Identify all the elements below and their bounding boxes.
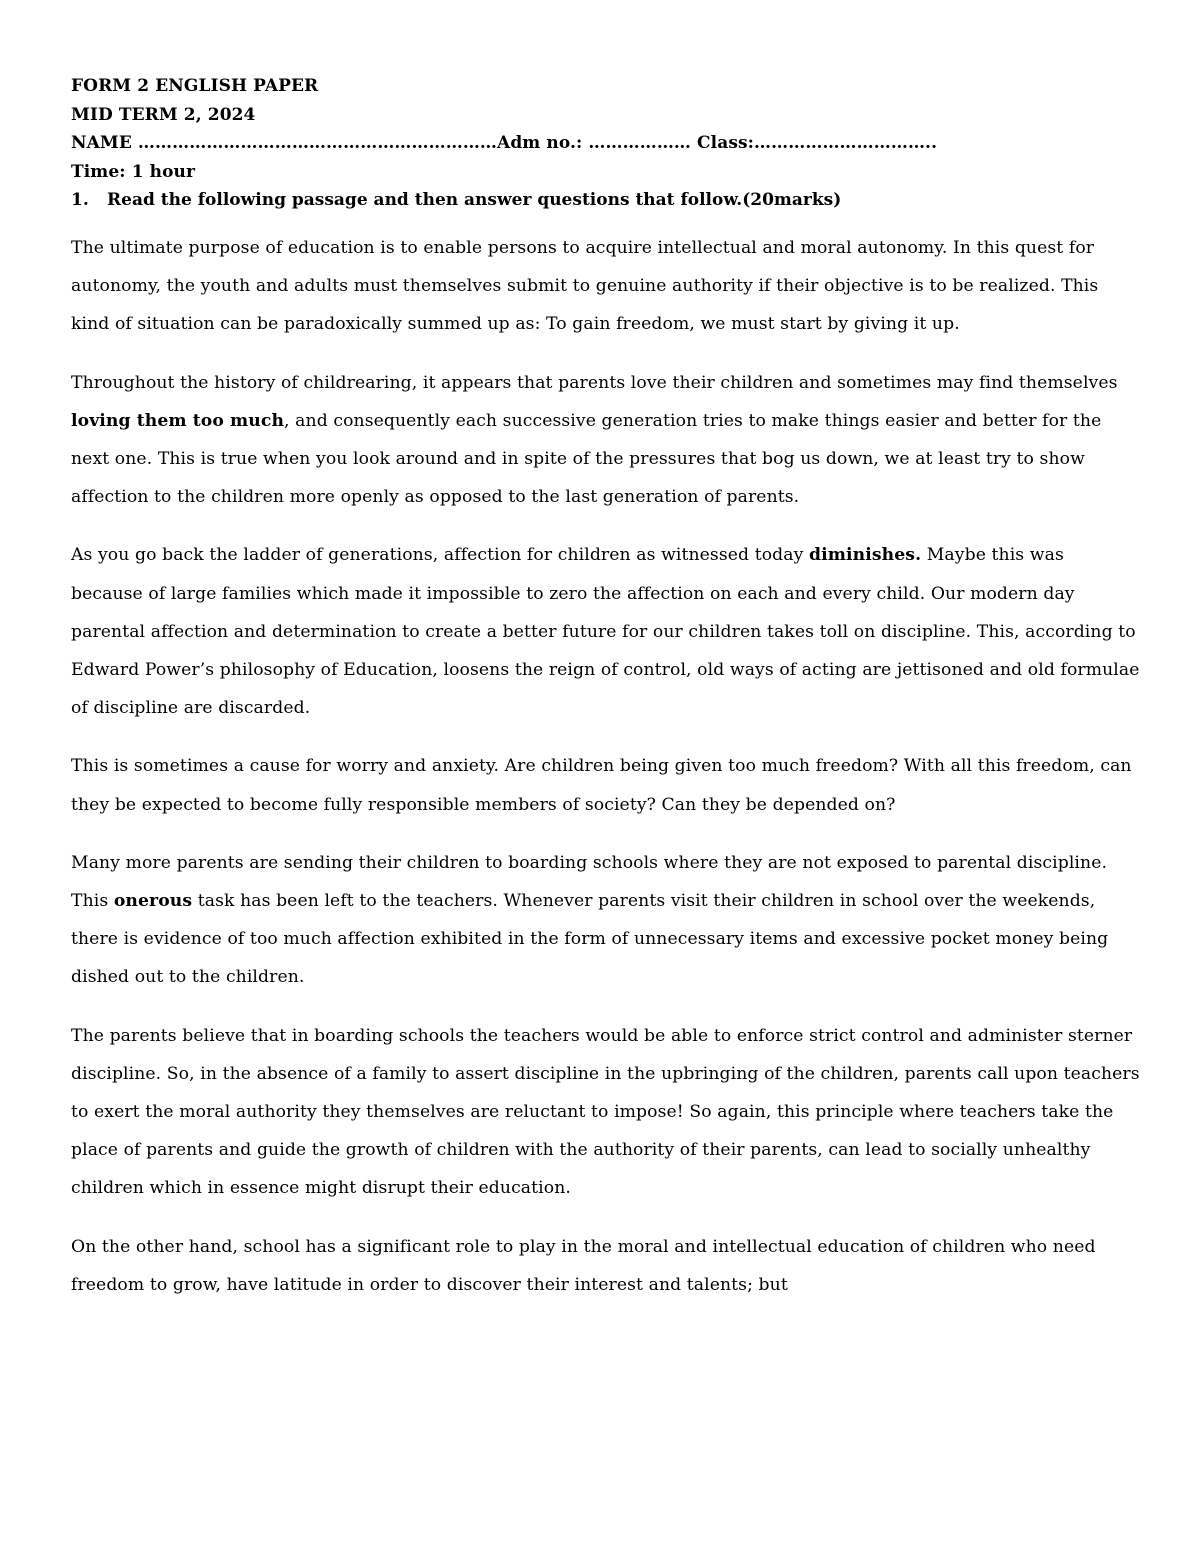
- passage-paragraph-5-end: task has been left to the teachers. Whenever parents visit their children in school over the weekends, there is evidence of too much affection exhibited in the form of unnecessary items and excessive pocket money being dished out to the children.: [71, 891, 1109, 988]
- passage-paragraph-5: [71, 844, 1141, 997]
- passage-paragraph-2-start: Throughout the history of childrearing, it appears that parents love their children and sometimes may find themselves: [71, 372, 1118, 393]
- term-label: MID TERM 2, 2024: [71, 104, 256, 125]
- paper-title: FORM 2 ENGLISH PAPER: [71, 76, 319, 96]
- passage-paragraph-3-end: Maybe this was because of large families which made it impossible to zero the affection on each and every child. Our modern day parental affection and determination to create a better future for our children takes toll on discipline. This, according to Edward Power’s philosophy of Education, loosens the reign of control, old ways of acting are jettisoned and old formulae of discipline are discarded.: [71, 545, 1140, 719]
- question-number: 1.: [71, 190, 89, 210]
- passage-paragraph-4: This is sometimes a cause for worry and anxiety. Are children being given too much freedom? With all this freedom, can they be expected to become fully responsible members of society? Can they be depended on?: [71, 756, 1132, 815]
- passage-paragraph-2: [71, 364, 1141, 517]
- passage-paragraph-7: On the other hand, school has a significant role to play in the moral and intellectual education of children who need freedom to grow, have latitude in order to discover their interest and talents; but: [71, 1236, 1096, 1295]
- passage-paragraph-3-start: As you go back the ladder of generations, affection for children as witnessed today: [71, 545, 804, 566]
- question-instruction: Read the following passage and then answer questions that follow.(20marks): [107, 190, 842, 210]
- phrase-loving-them-too-much: loving them too much: [71, 410, 285, 431]
- word-diminishes: diminishes.: [809, 545, 922, 566]
- passage-paragraph-3: [71, 536, 1141, 727]
- passage-paragraph-1: The ultimate purpose of education is to enable persons to acquire intellectual and moral autonomy. In this quest for autonomy, the youth and adults must themselves submit to genuine authority if their objective is to be realized. This kind of situation can be paradoxically summed up as: To gain freedom, we must start by giving it up.: [71, 238, 1099, 335]
- student-details-line: NAME ………………………………………………………Adm no.: ……………… Class:…………………………..: [71, 133, 938, 153]
- time-allowed: Time: 1 hour: [71, 161, 196, 182]
- question-1-heading: [71, 186, 1141, 214]
- passage-paragraph-5-start: Many more parents are sending their children to boarding schools where they are not exposed to parental discipline. This: [71, 852, 1108, 912]
- passage-paragraph-6: The parents believe that in boarding schools the teachers would be able to enforce strict control and administer sterner discipline. So, in the absence of a family to assert discipline in the upbringing of the children, parents call upon teachers to exert the moral authority they themselves are reluctant to impose! So again, this principle where teachers take the place of parents and guide the growth of children with the authority of their parents, can lead to socially unhealthy children which in essence might disrupt their education.: [71, 1025, 1140, 1199]
- word-onerous: onerous: [113, 891, 193, 912]
- exam-page: [71, 72, 1141, 1304]
- passage-paragraph-2-end: , and consequently each successive generation tries to make things easier and better for the next one. This is true when you look around and in spite of the pressures that bog us down, we at least try to show affection to the children more openly as opposed to the last generation of parents.: [71, 410, 1102, 508]
